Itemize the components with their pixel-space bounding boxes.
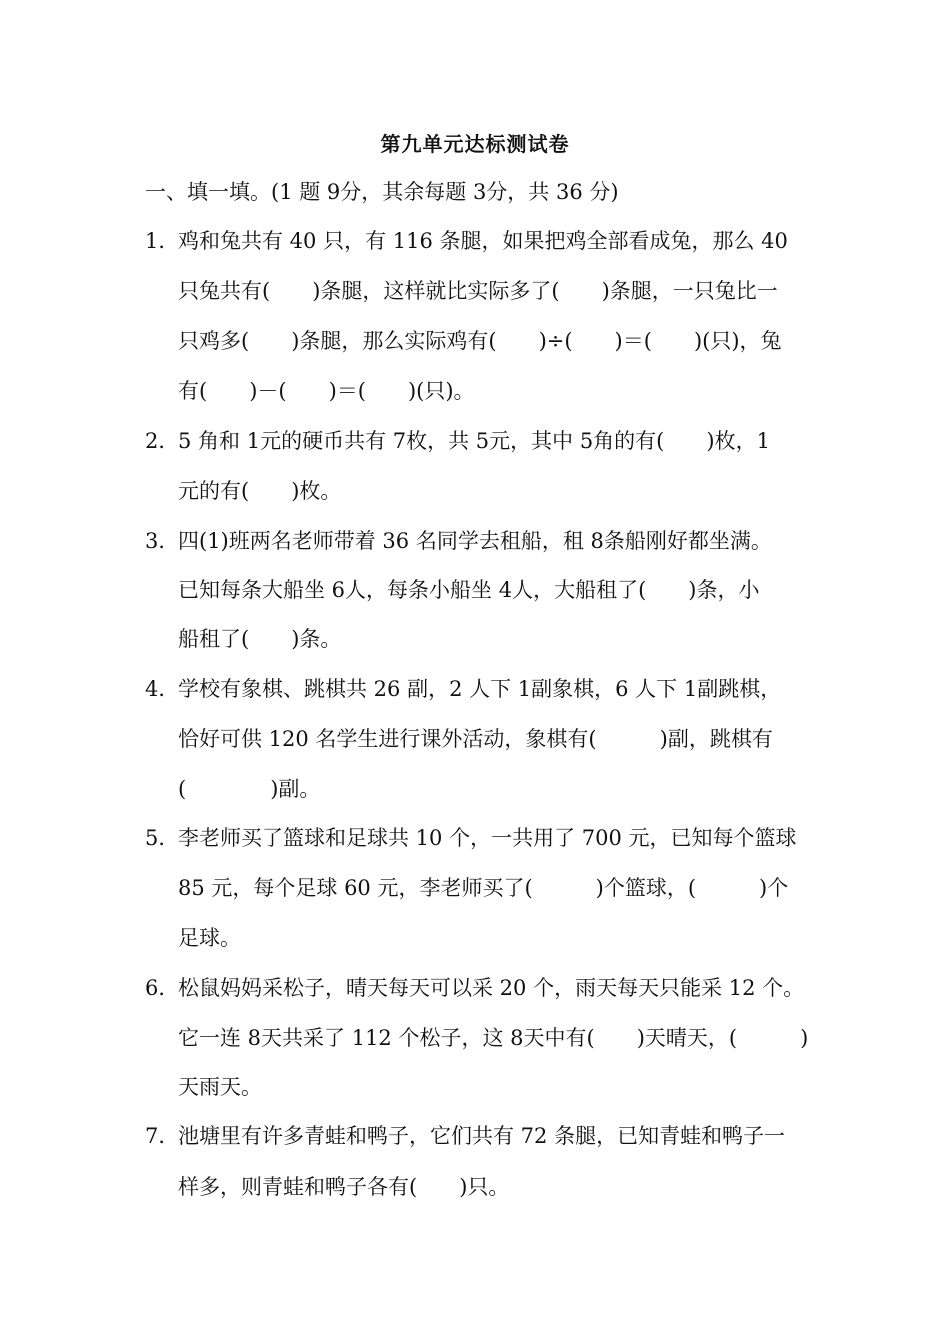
question-2-line-2: 元的有( )枚。 — [178, 479, 342, 503]
question-3-text: 四(1)班两名老师带着 36 名同学去租船，租 8条船刚好都坐满。 — [178, 529, 772, 553]
page-title: 第九单元达标测试卷 — [380, 132, 570, 156]
question-3-line-1 — [145, 526, 772, 556]
question-7-number: 7． — [145, 1124, 180, 1148]
question-4-text: 学校有象棋、跳棋共 26 副，2 人下 1副象棋，6 人下 1副跳棋， — [178, 677, 782, 701]
question-1-line-2: 只兔共有( )条腿，这样就比实际多了( )条腿，一只兔比一 — [178, 279, 778, 303]
question-5-line-2: 85 元，每个足球 60 元，李老师买了( )个篮球，( )个 — [178, 876, 789, 900]
question-4-line-1 — [145, 674, 781, 704]
question-7-line-2: 样多，则青蛙和鸭子各有( )只。 — [178, 1175, 510, 1199]
question-3-number: 3． — [145, 529, 180, 553]
question-1-text: 鸡和兔共有 40 只，有 116 条腿，如果把鸡全部看成兔，那么 40 — [178, 229, 788, 253]
question-6-line-1 — [145, 973, 804, 1003]
section-heading: 一、填一填。(1 题 9分，其余每题 3分，共 36 分) — [145, 180, 619, 204]
question-5-number: 5． — [145, 826, 180, 850]
question-5-line-1 — [145, 823, 797, 853]
question-4-line-2: 恰好可供 120 名学生进行课外活动，象棋有( )副，跳棋有 — [178, 727, 773, 751]
question-1-number: 1． — [145, 229, 180, 253]
question-5-line-3: 足球。 — [178, 926, 241, 950]
question-6-number: 6． — [145, 976, 180, 1000]
question-5-text: 李老师买了篮球和足球共 10 个，一共用了 700 元，已知每个篮球 — [178, 826, 797, 850]
question-2-text: 5 角和 1元的硬币共有 7枚，共 5元，其中 5角的有( )枚，1 — [178, 429, 770, 453]
question-2-line-1 — [145, 426, 770, 456]
question-6-line-3: 天雨天。 — [178, 1075, 262, 1099]
question-4-line-3: ( )副。 — [178, 777, 321, 801]
question-7-line-1 — [145, 1121, 785, 1151]
question-6-line-2: 它一连 8天共采了 112 个松子，这 8天中有( )天晴天，( ) — [178, 1026, 809, 1050]
question-1-line-4: 有( )－( )＝( )(只)。 — [178, 379, 475, 403]
question-4-number: 4． — [145, 677, 180, 701]
question-6-text: 松鼠妈妈采松子，晴天每天可以采 20 个，雨天每天只能采 12 个。 — [178, 976, 805, 1000]
question-1-line-1 — [145, 226, 788, 256]
question-3-line-2: 已知每条大船坐 6人，每条小船坐 4人，大船租了( )条，小 — [178, 578, 760, 602]
question-1-line-3: 只鸡多( )条腿，那么实际鸡有( )÷( )＝( )(只)，兔 — [178, 329, 782, 353]
question-7-text: 池塘里有许多青蛙和鸭子，它们共有 72 条腿，已知青蛙和鸭子一 — [178, 1124, 786, 1148]
question-2-number: 2． — [145, 429, 180, 453]
question-3-line-3: 船租了( )条。 — [178, 627, 342, 651]
